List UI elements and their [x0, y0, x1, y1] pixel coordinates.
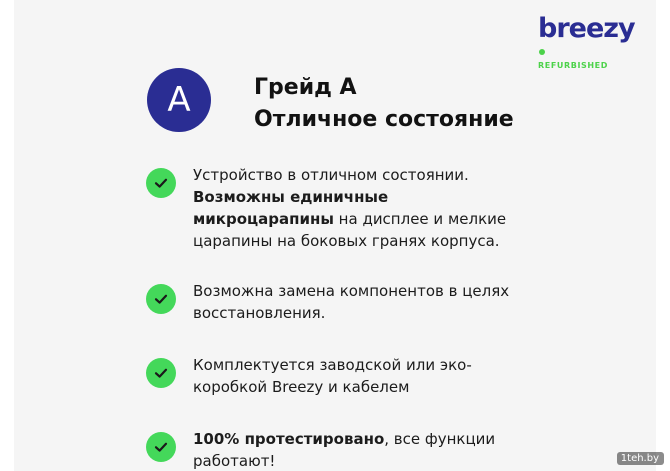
checkmark-icon — [146, 284, 176, 314]
list-item-text: Возможна замена компонентов в целях восстановления. — [193, 282, 510, 322]
watermark: 1teh.by — [617, 452, 664, 465]
logo-word-last-letter: y — [617, 13, 635, 44]
logo-dot-icon — [539, 49, 545, 55]
page-title — [254, 72, 514, 136]
list-item — [146, 280, 546, 324]
grade-subtitle: Отличное состояние — [254, 107, 514, 132]
grade-title: Грейд A — [254, 75, 357, 100]
list-item-text: Устройство в отличном состоянии. Возможны единичные микроцарапины на дисплее и мелкие царапины на боковых гранях корпуса. — [193, 166, 507, 250]
list-item-text: 100% протестировано, все функции работают! — [193, 430, 496, 470]
grade-badge: A — [147, 68, 211, 132]
list-item — [146, 428, 546, 471]
feature-list — [146, 164, 546, 471]
list-item — [146, 164, 546, 252]
grade-card — [14, 0, 656, 471]
list-item-text: Комплектуется заводской или эко- коробкой Breezy и кабелем — [193, 356, 472, 396]
list-item — [146, 354, 546, 398]
logo-subtitle: REFURBISHED — [538, 61, 608, 70]
checkmark-icon — [146, 432, 176, 462]
checkmark-icon — [146, 168, 176, 198]
breezy-logo — [538, 13, 635, 70]
logo-word-part: breez — [538, 13, 618, 44]
logo-wordmark — [538, 13, 635, 44]
checkmark-icon — [146, 358, 176, 388]
